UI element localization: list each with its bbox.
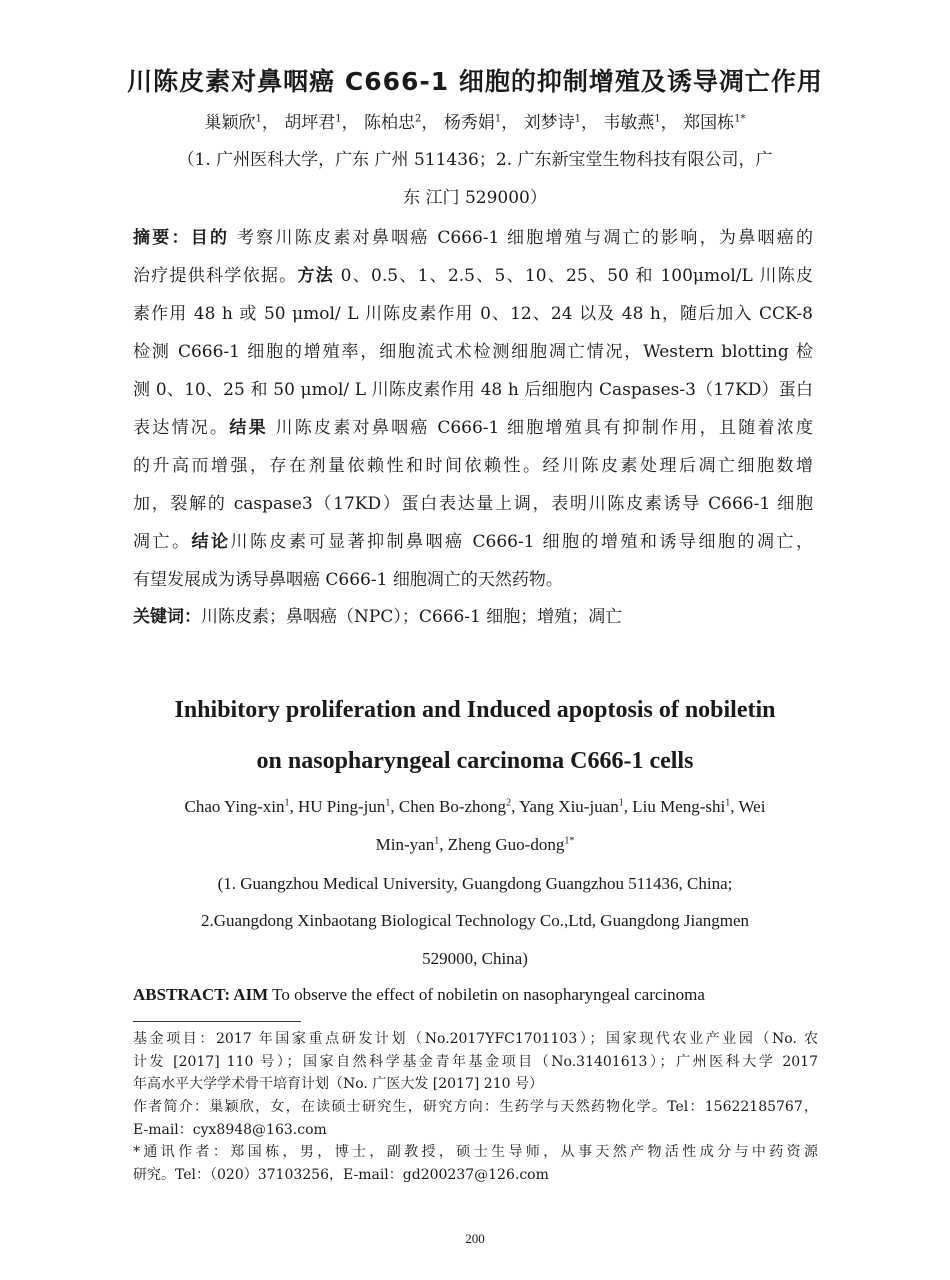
author: Min-yan$^1$, [375,835,448,854]
author: 韦敏燕$^1$ [603,113,661,133]
chinese-authors: 巢颖欣$^1$， 胡坪君$^1$， 陈柏忠$^2$， 杨秀娟$^1$， 刘梦诗$^1$， 韦敏燕$^1$， 郑国栋$^{1*}$ [204,113,746,133]
abstract-line: 素作用 48 h 或 50 μmol/ L 川陈皮素作用 0、12、24 以及 48 h，随后加入 CCK-8 [133,304,813,324]
author: Chao Ying-xin$^1$, [184,797,298,816]
abstract-line: 检测 C666-1 细胞的增殖率，细胞流式术检测细胞凋亡情况，Western blotting 检 [133,342,813,362]
english-authors-line [80,795,870,819]
author: 刘梦诗$^1$ [523,113,581,133]
conclusion-label: 结论 [191,532,231,552]
footnote-line: 研究。Tel：（020）37103256，E-mail：gd200237@126.com [133,1167,549,1183]
chinese-keywords: 关键词：川陈皮素；鼻咽癌（NPC）；C666-1 细胞；增殖；凋亡 [133,607,623,627]
chinese-title: 川陈皮素对鼻咽癌 C666-1 细胞的抑制增殖及诱导凋亡作用 [127,67,823,96]
english-authors-line [100,833,850,857]
author: Zheng Guo-dong$^{1*}$ [447,835,575,854]
english-title-line: Inhibitory proliferation and Induced apoptosis of nobiletin [174,697,776,723]
footnote-line: 基金项目：2017 年国家重点研发计划（No.2017YFC1701103）；国家现代农业产业园（No. 农 [133,1031,818,1047]
abstract-line: 凋亡。结论川陈皮素可显著抑制鼻咽癌 C666-1 细胞的增殖和诱导细胞的凋亡， [133,532,814,552]
abstract-label: 摘要：目的 [133,228,230,248]
chinese-affiliation-line: （1. 广州医科大学，广东 广州 511436；2. 广东新宝堂生物科技有限公司，广 [177,150,773,170]
footnote-line: 作者简介：巢颖欣，女，在读硕士研究生，研究方向：生药学与天然药物化学。Tel：15622185767， [133,1099,818,1115]
keywords-label: 关键词： [133,607,201,627]
abstract-line: 有望发展成为诱导鼻咽癌 C666-1 细胞凋亡的天然药物。 [133,570,563,590]
author: 巢颖欣$^1$ [204,113,262,133]
english-affiliation-line: 529000, China) [422,949,528,968]
author: Chen Bo-zhong$^2$, [398,797,519,816]
abstract-line: 测 0、10、25 和 50 μmol/ L 川陈皮素作用 48 h 后细胞内 Caspases-3（17KD）蛋白 [133,380,813,400]
author: 陈柏忠$^2$ [364,113,422,133]
footnote-divider [133,1021,301,1022]
abstract-line: 治疗提供科学依据。方法 0、0.5、1、2.5、5、10、25、50 和 100μmol/L 川陈皮 [133,266,813,286]
author: Liu Meng-shi$^1$, Wei [632,797,766,816]
abstract-line: 摘要：目的 考察川陈皮素对鼻咽癌 C666-1 细胞增殖与凋亡的影响，为鼻咽癌的 [133,228,813,248]
footnote-line: 计发 [2017] 110 号）；国家自然科学基金青年基金项目（No.31401613）；广州医科大学 2017 [133,1054,818,1070]
author: 郑国栋$^{1*}$ [683,113,746,133]
abstract-line: 加，裂解的 caspase3（17KD）蛋白表达量上调，表明川陈皮素诱导 C666-1 细胞 [133,494,813,514]
footnote-line: E-mail：cyx8948@163.com [133,1122,327,1138]
abstract-line: 的升高而增强，存在剂量依赖性和时间依赖性。经川陈皮素处理后凋亡细胞数增 [133,456,813,476]
author: Yang Xiu-juan$^1$, [518,797,633,816]
footnote-line: 年高水平大学学术骨干培育计划（No. 广医大发 [2017] 210 号） [133,1076,543,1092]
abstract-line: 表达情况。结果 川陈皮素对鼻咽癌 C666-1 细胞增殖具有抑制作用，且随着浓度 [133,418,813,438]
english-affiliation-line: 2.Guangdong Xinbaotang Biological Technology Co.,Ltd, Guangdong Jiangmen [200,911,750,930]
author: HU Ping-jun$^1$, [298,797,399,816]
english-abstract-label: ABSTRACT: AIM [133,985,269,1004]
page-number: 200 [465,1231,485,1246]
chinese-affiliation-line: 东 江门 529000） [403,188,547,208]
footnote-line: *通讯作者：郑国栋，男，博士，副教授，硕士生导师，从事天然产物活性成分与中药资源 [133,1144,818,1160]
author: 胡坪君$^1$ [284,113,342,133]
english-abstract: ABSTRACT: AIM To observe the effect of nobiletin on nasopharyngeal carcinoma [133,985,705,1004]
method-label: 方法 [297,266,334,286]
english-affiliation-line: (1. Guangzhou Medical University, Guangdong Guangzhou 511436, China; [217,874,733,893]
result-label: 结果 [229,418,268,438]
author: 杨秀娟$^1$ [443,113,502,133]
english-title-line: on nasopharyngeal carcinoma C666-1 cells [256,748,694,774]
